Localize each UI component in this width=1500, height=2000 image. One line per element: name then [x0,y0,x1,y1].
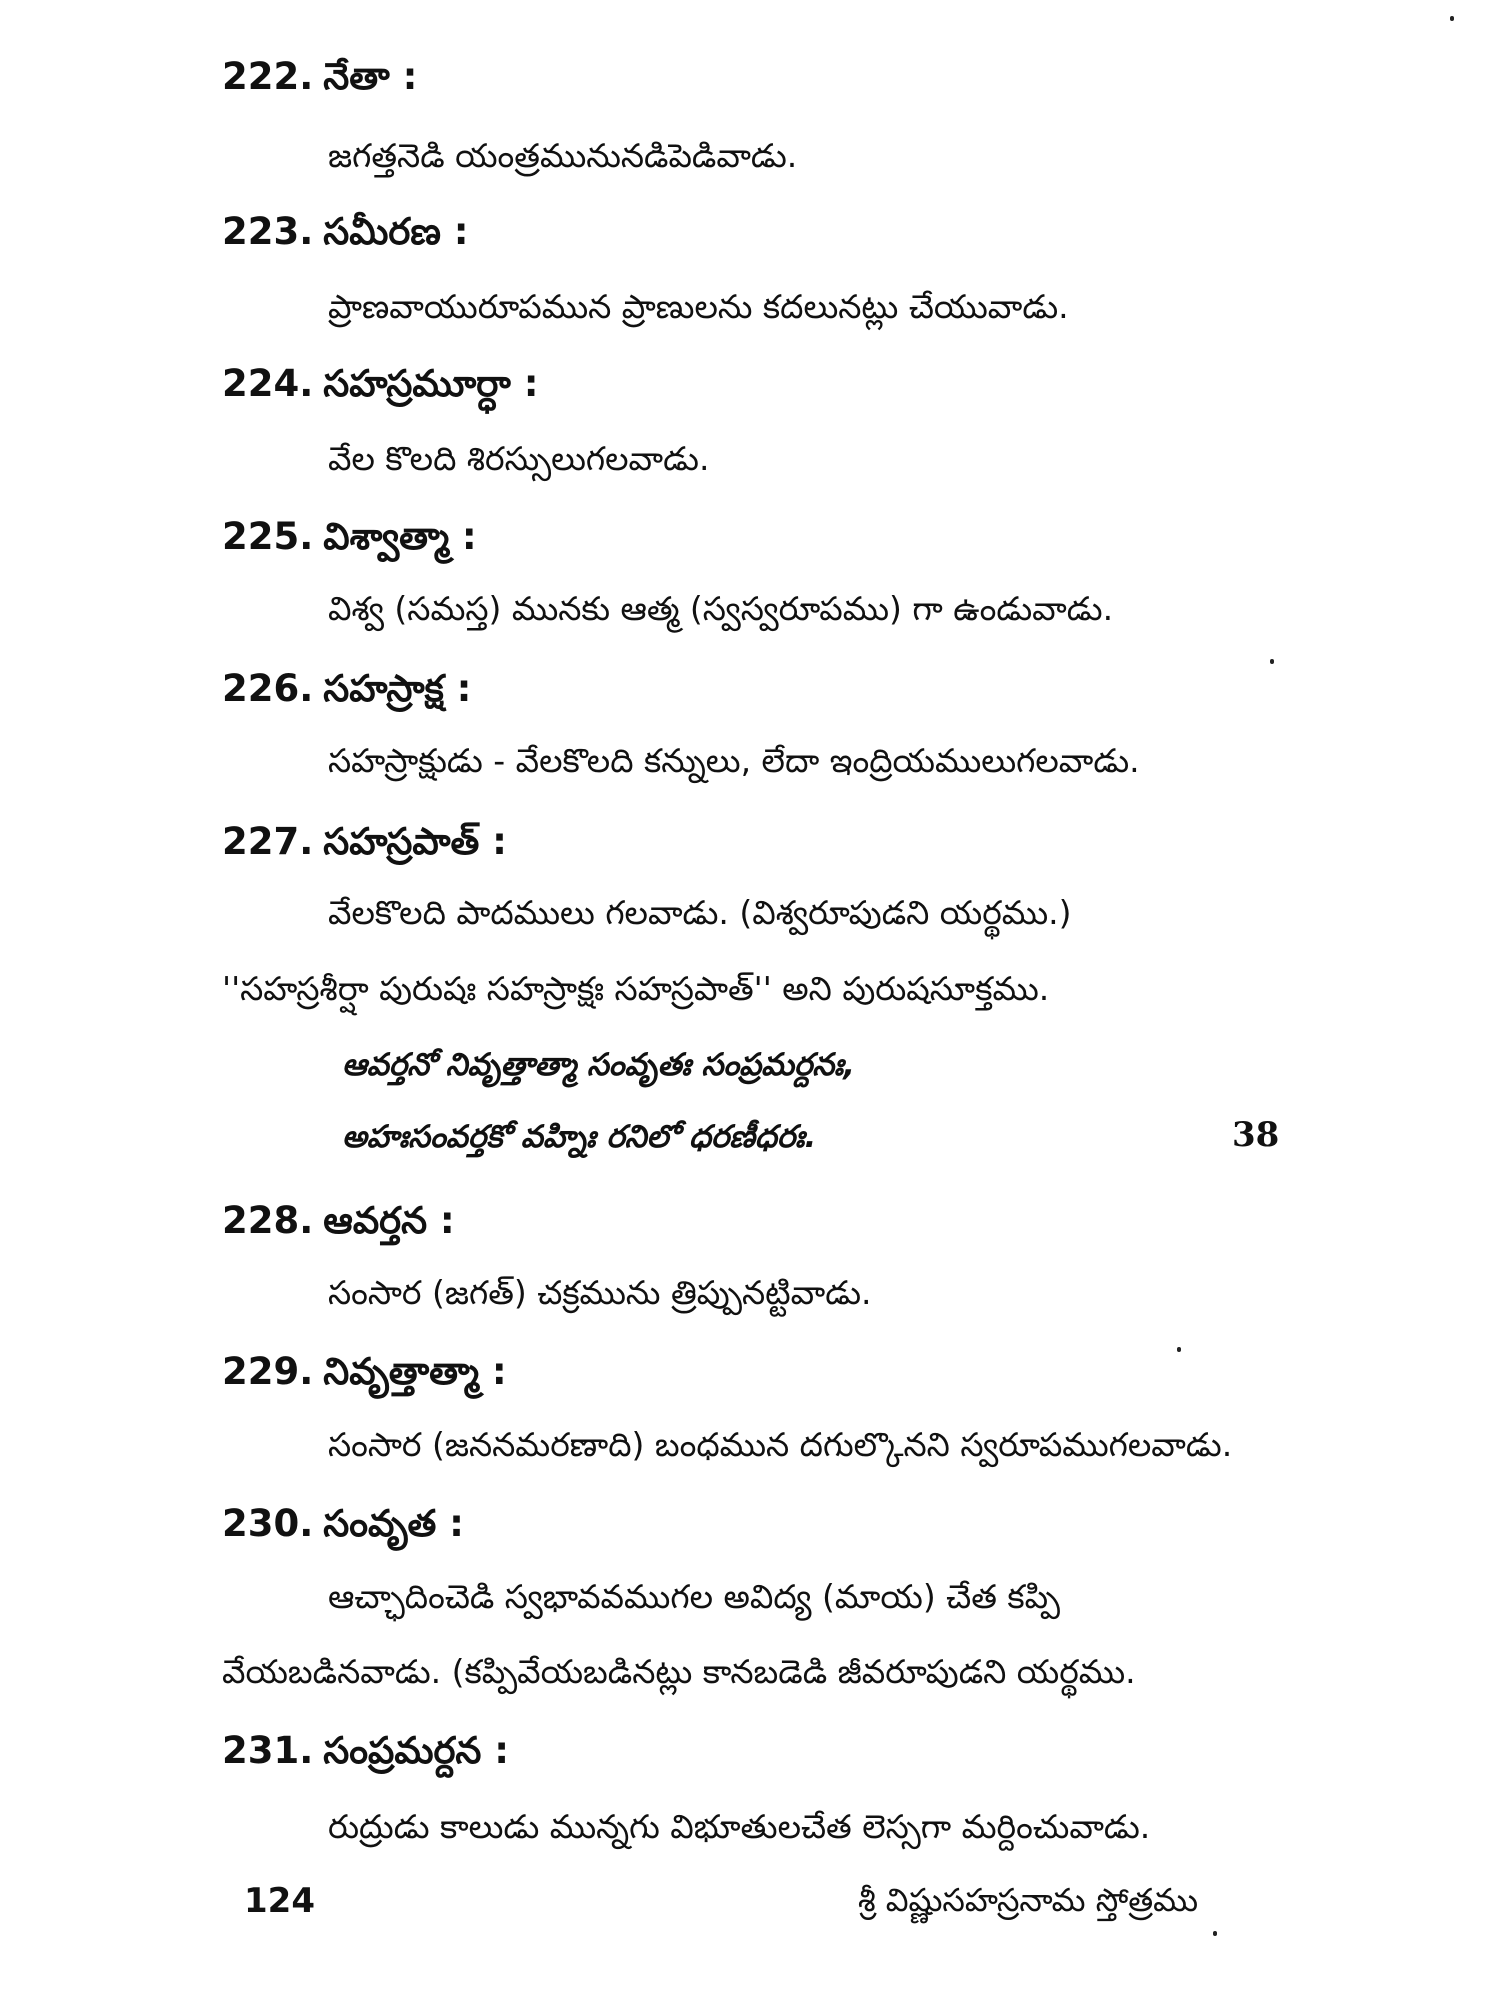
entry-heading [222,667,472,710]
entry-definition: ప్రాణవాయురూపమున ప్రాణులను కదలునట్లు చేయువాడు. [328,287,1069,326]
entry-heading [222,1729,510,1772]
entry-name: సంవృత : [323,1502,464,1545]
entry-name: సహస్రమూర్ధా : [323,362,539,405]
entry-continuation: ''సహస్రశీర్షా పురుషః సహస్రాక్షః సహస్రపాత్'' అని పురుషసూక్తము. [222,969,1050,1008]
entry-heading [222,1350,507,1393]
scan-speck [1177,1347,1181,1352]
book-title: శ్రీ విష్ణుసహస్రనామ స్తోత్రము [858,1881,1199,1919]
entry-number: 228. [222,1199,314,1242]
entry-number: 227. [222,820,314,863]
entry-heading [222,1199,455,1242]
entry-name: సమీరణ : [323,210,469,253]
entry-definition: సంసార (జగత్) చక్రమును త్రిప్పునట్టివాడు. [328,1273,872,1312]
entry-number: 229. [222,1350,314,1393]
entry-definition: వేల కొలది శిరస్సులుగలవాడు. [328,439,710,478]
entry-definition: జగత్తనెడి యంత్రమునునడిపెడివాడు. [328,136,798,175]
entry-heading [222,1502,464,1545]
verse-line: అహఃసంవర్తకో వహ్నిః రనిలో ధరణీధరః. [342,1119,817,1155]
entry-definition: సహస్రాక్షుడు - వేలకొలది కన్నులు, లేదా ఇంద్రియములుగలవాడు. [328,741,1140,780]
entry-name: నివృత్తాత్మా : [323,1350,507,1393]
entry-number: 231. [222,1729,314,1772]
entry-heading [222,55,418,98]
entry-definition: ఆచ్ఛాదించెడి స్వభావవముగల అవిద్య (మాయ) చేత కప్పి [328,1577,1061,1616]
entry-number: 222. [222,55,314,98]
verse-line: ఆవర్తనో నివృత్తాత్మా సంవృతః సంప్రమర్దనః, [342,1047,856,1083]
entry-definition: రుద్రుడు కాలుడు మున్నగు విభూతులచేత లెస్సగా మర్దించువాడు. [328,1807,1151,1846]
entry-heading [222,362,539,405]
entry-continuation: వేయబడినవాడు. (కప్పివేయబడినట్లు కానబడెడి జీవరూపుడని యర్థము. [222,1652,1136,1691]
entry-heading [222,820,507,863]
entry-name: సంప్రమర్దన : [323,1729,510,1772]
entry-name: సహస్రాక్ష : [323,667,472,710]
entry-heading [222,210,469,253]
scan-speck [1270,659,1274,664]
entry-number: 225. [222,515,314,558]
entry-number: 230. [222,1502,314,1545]
verse-number: 38 [1232,1115,1280,1155]
entry-number: 223. [222,210,314,253]
entry-definition: విశ్వ (సమస్త) మునకు ఆత్మ (స్వస్వరూపము) గా ఉండువాడు. [328,589,1114,628]
entry-name: ఆవర్తన : [323,1199,455,1242]
entry-number: 226. [222,667,314,710]
entry-heading [222,515,477,558]
entry-definition: వేలకొలది పాదములు గలవాడు. (విశ్వరూపుడని యర్థము.) [328,893,1072,932]
entry-number: 224. [222,362,314,405]
entry-name: సహస్రపాత్ : [323,820,507,863]
scan-speck [1213,1931,1217,1936]
entry-definition: సంసార (జననమరణాది) బంధమున దగుల్కొనని స్వరూపముగలవాడు. [328,1425,1233,1464]
scan-speck [1450,16,1454,21]
entry-name: విశ్వాత్మా : [323,515,477,558]
entry-name: నేతా : [323,55,418,98]
page-number: 124 [244,1881,315,1921]
